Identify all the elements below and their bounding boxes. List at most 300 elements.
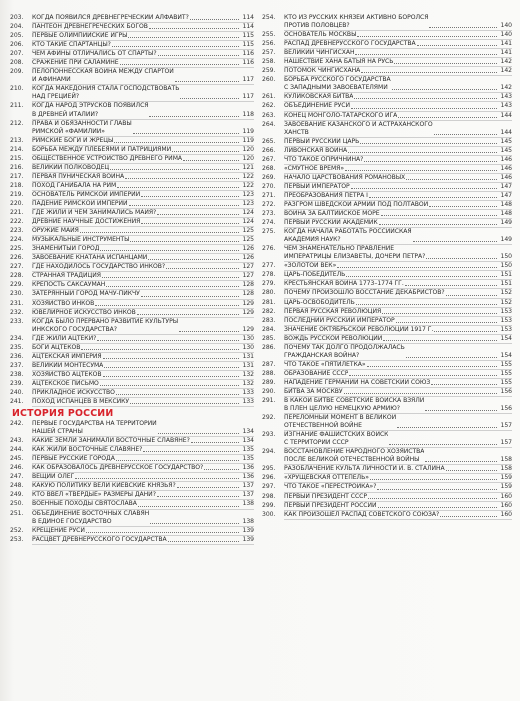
entry-number: 266.: [262, 146, 276, 154]
entry-page-number: 121: [242, 163, 254, 171]
toc-entry: [10, 281, 254, 289]
dot-leader: [406, 356, 497, 358]
entry-number: 292.: [262, 414, 276, 422]
entry-title: ГДЕ НАХОДИЛОСЬ ГОСУДАРСТВО ИНКОВ?: [32, 263, 166, 271]
toc-entry: [10, 536, 254, 544]
toc-entry: [262, 299, 512, 307]
entry-title: КАК ПРОИЗОШЁЛ РАСПАД СОВЕТСКОГО СОЮЗА?: [284, 510, 440, 518]
entry-number: 295.: [262, 465, 276, 473]
toc-entry: [262, 271, 512, 279]
entry-number: 256.: [262, 40, 276, 48]
entry-page-number: 156: [500, 405, 512, 413]
entry-title: ПРАВА И ОБЯЗАННОСТИ ГЛАВЫ РИМСКОЙ «ФАМИЛИИ»: [32, 119, 132, 135]
entry-page-number: 135: [242, 446, 254, 454]
toc-entry: [10, 236, 254, 244]
dot-leader: [370, 478, 497, 480]
dot-leader: [80, 231, 239, 233]
entry-number: 242.: [10, 420, 24, 428]
dot-leader: [158, 432, 239, 434]
entry-number: 224.: [10, 236, 24, 244]
dot-leader: [141, 222, 239, 224]
entry-title: БОРЬБА МЕЖДУ ПЛЕБЕЯМИ И ПАТРИЦИЯМИ: [32, 145, 172, 153]
entry-title: БИТВА ЗА МОСКВУ: [284, 387, 343, 395]
entry-page-number: 116: [242, 50, 254, 58]
entry-page-number: 124: [242, 209, 254, 217]
entry-number: 252.: [10, 526, 24, 534]
toc-entry: [10, 420, 254, 436]
entry-number: 276.: [262, 245, 276, 253]
entry-number: 228.: [10, 272, 24, 280]
entry-page-number: 131: [242, 361, 254, 369]
toc-entry: [10, 446, 254, 454]
entry-page-number: 160: [500, 501, 512, 509]
toc-entry: [10, 527, 254, 535]
entry-number: 213.: [10, 136, 24, 144]
dot-leader: [103, 375, 240, 377]
dot-leader: [355, 53, 497, 55]
entry-title: РАЗГРОМ ШВЕДСКОЙ АРМИИ ПОД ПОЛТАВОЙ: [284, 200, 429, 208]
toc-entry: [262, 14, 512, 30]
entry-number: 300.: [262, 510, 276, 518]
entry-page-number: 142: [500, 58, 512, 66]
entry-title: ОБЩЕСТВЕННОЕ УСТРОЙСТВО ДРЕВНЕГО РИМА: [32, 154, 183, 162]
toc-entry: [262, 317, 512, 325]
entry-page-number: 132: [242, 370, 254, 378]
dot-leader: [166, 267, 239, 269]
entry-title: КОНЕЦ МОНГОЛО-ТАТАРСКОГО ИГА: [284, 111, 398, 119]
dot-leader: [103, 357, 239, 359]
entry-number: 273.: [262, 210, 276, 218]
toc-entry: [10, 309, 254, 317]
entry-number: 233.: [10, 317, 24, 325]
dot-leader: [97, 339, 239, 341]
entry-number: 230.: [10, 290, 24, 298]
entry-page-number: 147: [500, 182, 512, 190]
dot-leader: [360, 142, 497, 144]
entry-page-number: 128: [242, 281, 254, 289]
toc-entry: [10, 50, 254, 58]
dot-leader: [183, 159, 239, 161]
dot-leader: [446, 469, 497, 471]
entry-number: 261.: [262, 93, 276, 101]
dot-leader: [180, 97, 239, 99]
dot-leader: [349, 374, 497, 376]
toc-entry: [262, 511, 512, 519]
dot-leader: [141, 295, 239, 297]
toc-entry: [10, 68, 254, 84]
dot-leader: [157, 213, 239, 215]
entry-page-number: 141: [500, 40, 512, 48]
dot-leader: [429, 205, 497, 207]
entry-title: БОРЬБА РУССКОГО ГОСУДАРСТВА С ЗАПАДНЫМИ ЗАВОЕВАТЕЛЯМИ: [284, 76, 391, 92]
toc-entry: [262, 326, 512, 334]
entry-number: 206.: [10, 41, 24, 49]
toc-entry: [10, 23, 254, 31]
dot-leader: [361, 71, 497, 73]
dot-leader: [381, 214, 497, 216]
dot-leader: [383, 339, 497, 341]
toc-entry: [10, 510, 254, 526]
entry-page-number: 116: [242, 59, 254, 67]
dot-leader: [137, 313, 239, 315]
toc-entry: [262, 138, 512, 146]
toc-entry: [262, 67, 512, 75]
entry-title: ВЕЛИКИЙ МОНТЕСУМА: [32, 361, 104, 369]
toc-entry: [262, 174, 512, 182]
entry-page-number: 144: [500, 128, 512, 136]
toc-entry: [262, 262, 512, 270]
toc-entry: [262, 49, 512, 57]
entry-title: ВЕЛИКИЙ ЧИНГИСХАН: [284, 49, 355, 57]
dot-leader: [382, 312, 497, 314]
entry-number: 270.: [262, 182, 276, 190]
entry-number: 290.: [262, 387, 276, 395]
dot-leader: [440, 515, 497, 517]
entry-number: 297.: [262, 483, 276, 491]
entry-page-number: 139: [242, 535, 254, 543]
entry-page-number: 129: [242, 299, 254, 307]
toc-entry: [10, 120, 254, 136]
toc-entry: [262, 483, 512, 491]
entry-number: 227.: [10, 263, 24, 271]
entry-page-number: 153: [500, 307, 512, 315]
entry-number: 221.: [10, 209, 24, 217]
entry-page-number: 119: [242, 127, 254, 135]
entry-number: 269.: [262, 173, 276, 181]
toc-entry: [262, 308, 512, 316]
toc-left-column: [10, 14, 254, 545]
entry-title: ОСНОВАТЕЛЬ МОСКВЫ: [284, 31, 357, 39]
entry-number: 272.: [262, 200, 276, 208]
entry-title: НАПАДЕНИЕ ГЕРМАНИИ НА СОВЕТСКИЙ СОЮЗ: [284, 378, 431, 386]
entry-page-number: 124: [242, 218, 254, 226]
dot-leader: [157, 495, 239, 497]
entry-title: ПЕРВЫЙ ИМПЕРАТОР: [284, 182, 350, 190]
entry-page-number: 158: [500, 465, 512, 473]
entry-page-number: 155: [500, 369, 512, 377]
toc-entry: [10, 137, 254, 145]
toc-entry: [262, 112, 512, 120]
toc-entry: [262, 431, 512, 447]
entry-number: 271.: [262, 191, 276, 199]
dot-leader: [191, 441, 239, 443]
entry-number: 285.: [262, 334, 276, 342]
toc-entry: [10, 290, 254, 298]
entry-page-number: 146: [500, 173, 512, 181]
entry-number: 238.: [10, 370, 24, 378]
entry-page-number: 127: [242, 263, 254, 271]
entry-number: 288.: [262, 369, 276, 377]
entry-number: 214.: [10, 145, 24, 153]
entry-title: КОГДА НАЧАЛА РАБОТАТЬ РОССИЙСКАЯ АКАДЕМИЯ НАУК?: [284, 228, 412, 244]
entry-title: ГДЕ ЖИЛИ И ЧЕМ ЗАНИМАЛИСЬ МАЙЯ?: [32, 209, 157, 217]
entry-number: 234.: [10, 334, 24, 342]
entry-title: «ЗОЛОТОЙ ВЕК»: [284, 262, 337, 270]
entry-number: 281.: [262, 298, 276, 306]
dot-leader: [392, 88, 497, 90]
toc-entry: [10, 164, 254, 172]
entry-number: 282.: [262, 307, 276, 315]
entry-number: 205.: [10, 32, 24, 40]
entry-number: 278.: [262, 271, 276, 279]
entry-title: ЦАРЬ-ОСВОБОДИТЕЛЬ: [284, 298, 355, 306]
entry-page-number: 140: [500, 22, 512, 30]
dot-leader: [130, 240, 239, 242]
toc-entry: [262, 93, 512, 101]
entry-number: 219.: [10, 190, 24, 198]
entry-page-number: 117: [242, 93, 254, 101]
entry-title: СТРАННАЯ ТРАДИЦИЯ: [32, 272, 101, 280]
dot-leader: [95, 304, 239, 306]
toc-entry: [262, 201, 512, 209]
entry-page-number: 129: [242, 308, 254, 316]
toc-entry: [262, 414, 512, 430]
entry-page-number: 142: [500, 67, 512, 75]
entry-page-number: 151: [500, 271, 512, 279]
dot-leader: [158, 54, 239, 56]
entry-page-number: 141: [500, 49, 512, 57]
dot-leader: [106, 285, 239, 287]
entry-number: 286.: [262, 343, 276, 351]
dot-leader: [114, 141, 239, 143]
dot-leader: [378, 506, 497, 508]
entry-title: АЦТЕКСКОЕ ПИСЬМО: [32, 379, 99, 387]
entry-title: КУЛИКОВСКАЯ БИТВА: [284, 93, 354, 101]
entry-title: РАСПАД ДРЕВНЕРУССКОГО ГОСУДАРСТВА: [284, 40, 416, 48]
entry-number: 236.: [10, 352, 24, 360]
toc-entry: [262, 102, 512, 110]
entry-page-number: 115: [242, 32, 254, 40]
entry-title: ХОЗЯЙСТВО АЦТЕКОВ: [32, 370, 102, 378]
entry-page-number: 130: [242, 334, 254, 342]
entry-page-number: 119: [242, 136, 254, 144]
entry-page-number: 142: [500, 84, 512, 92]
dot-leader: [120, 63, 239, 65]
entry-number: 296.: [262, 474, 276, 482]
entry-number: 299.: [262, 501, 276, 509]
toc-entry: [10, 455, 254, 463]
dot-leader: [128, 36, 239, 38]
entry-title: ДРЕВНИЕ НАУЧНЫЕ ДОСТИЖЕНИЯ: [32, 218, 141, 226]
dot-leader: [396, 321, 497, 323]
entry-title: НАЧАЛО ЦАРСТВОВАНИЯ РОМАНОВЫХ: [284, 173, 406, 181]
dot-leader: [100, 384, 239, 386]
entry-number: 225.: [10, 245, 24, 253]
entry-title: МУЗЫКАЛЬНЫЕ ИНСТРУМЕНТЫ: [32, 236, 130, 244]
entry-page-number: 155: [500, 378, 512, 386]
dot-leader: [112, 45, 239, 47]
entry-number: 277.: [262, 262, 276, 270]
toc-entry: [262, 165, 512, 173]
dot-leader: [100, 249, 239, 251]
toc-entry: [10, 200, 254, 208]
entry-title: КАКИЕ ЗЕМЛИ ЗАНИМАЛИ ВОСТОЧНЫЕ СЛАВЯНЕ?: [32, 437, 190, 445]
entry-title: ПЕРВЫЙ ПРЕЗИДЕНТ РОССИИ: [284, 501, 377, 509]
entry-title: ОРУЖИЕ МАЙЯ: [32, 227, 79, 235]
toc-entry: [262, 379, 512, 387]
dot-leader: [379, 223, 497, 225]
dot-leader: [75, 477, 239, 479]
entry-page-number: 118: [242, 110, 254, 118]
entry-page-number: 147: [500, 191, 512, 199]
dot-leader: [429, 26, 497, 28]
entry-number: 210.: [10, 85, 24, 93]
entry-page-number: 151: [500, 280, 512, 288]
dot-leader: [426, 257, 497, 259]
dot-leader: [129, 204, 239, 206]
entry-number: 215.: [10, 154, 24, 162]
entry-page-number: 144: [500, 111, 512, 119]
toc-entry: [10, 371, 254, 379]
entry-title: ВЕЛИКИЙ ПОЛКОВОДЕЦ: [32, 163, 110, 171]
toc-entry: [10, 389, 254, 397]
entry-title: ХОЗЯЙСТВО ИНКОВ: [32, 299, 95, 307]
entry-title: ЗАТЕРЯННЫЙ ГОРОД МАЧУ-ПИКЧУ: [32, 290, 140, 298]
dot-leader: [117, 186, 239, 188]
entry-number: 249.: [10, 491, 24, 499]
toc-entry: [10, 344, 254, 352]
entry-page-number: 129: [242, 325, 254, 333]
toc-entry: [10, 380, 254, 388]
entry-number: 267.: [262, 155, 276, 163]
toc-entry: [262, 58, 512, 66]
dot-leader: [413, 240, 497, 242]
entry-page-number: 123: [242, 190, 254, 198]
entry-page-number: 133: [242, 388, 254, 396]
entry-number: 231.: [10, 299, 24, 307]
toc-entry: [262, 121, 512, 137]
dot-leader: [148, 258, 239, 260]
dot-leader: [172, 150, 239, 152]
entry-title: «ХРУЩЁВСКАЯ ОТТЕПЕЛЬ»: [284, 474, 369, 482]
dot-leader: [369, 196, 497, 198]
entry-number: 263.: [262, 111, 276, 119]
toc-entry: [10, 398, 254, 406]
toc-entry: [10, 173, 254, 181]
entry-divider: [32, 544, 254, 545]
entry-page-number: 127: [242, 272, 254, 280]
entry-page-number: 125: [242, 236, 254, 244]
entry-page-number: 123: [242, 199, 254, 207]
entry-title: ЧЕМ АФИНЫ ОТЛИЧАЛИСЬ ОТ СПАРТЫ?: [32, 50, 157, 58]
entry-page-number: 153: [500, 316, 512, 324]
entry-title: КАК ОБРАЗОВАЛОСЬ ДРЕВНЕРУССКОЕ ГОСУДАРСТВО?: [32, 464, 204, 472]
toc-entry: [10, 218, 254, 226]
entry-title: КОГДА НАРОД ЭТРУСКОВ ПОЯВИЛСЯ В ДРЕВНЕЙ ИТАЛИИ?: [32, 102, 149, 118]
entry-title: РАЗОБЛАЧЕНИЕ КУЛЬТА ЛИЧНОСТИ И. В. СТАЛИНА: [284, 465, 445, 473]
toc-entry: [262, 361, 512, 369]
dot-leader: [406, 178, 497, 180]
entry-title: АЦТЕКСКАЯ ИМПЕРИЯ: [32, 352, 102, 360]
toc-entry: [262, 76, 512, 92]
entry-number: 280.: [262, 289, 276, 297]
entry-number: 258.: [262, 58, 276, 66]
toc-entry: [10, 182, 254, 190]
entry-page-number: 120: [242, 154, 254, 162]
entry-page-number: 156: [500, 387, 512, 395]
entry-title: ЧТО ТАКОЕ ОПРИЧНИНА?: [284, 155, 364, 163]
entry-number: 237.: [10, 361, 24, 369]
entry-title: ПАДЕНИЕ РИМСКОЙ ИМПЕРИИ: [32, 199, 128, 207]
entry-page-number: 140: [500, 31, 512, 39]
entry-title: ЗНАЧЕНИЕ ОКТЯБРЬСКОЙ РЕВОЛЮЦИИ 1917 Г.: [284, 325, 434, 333]
entry-page-number: 132: [242, 379, 254, 387]
entry-number: 275.: [262, 228, 276, 236]
toc-entry: [10, 437, 254, 445]
entry-page-number: 114: [242, 14, 254, 21]
entry-title: ПОСЛЕДНИЙ РУССКИЙ ИМПЕРАТОР: [284, 316, 395, 324]
dot-leader: [204, 468, 239, 470]
entry-number: 216.: [10, 163, 24, 171]
toc-entry: [10, 300, 254, 308]
entry-title: СРАЖЕНИЕ ПРИ САЛАМИНЕ: [32, 59, 119, 67]
entry-number: 284.: [262, 325, 276, 333]
dot-leader: [133, 132, 239, 134]
entry-number: 235.: [10, 343, 24, 351]
dot-leader: [125, 177, 239, 179]
entry-number: 254.: [262, 14, 276, 21]
entry-page-number: 159: [500, 474, 512, 482]
entry-page-number: 126: [242, 245, 254, 253]
entry-number: 257.: [262, 49, 276, 57]
toc-entry: [262, 370, 512, 378]
entry-title: КРЕСТЬЯНСКАЯ ВОЙНА 1773–1774 ГГ.: [284, 280, 404, 288]
entry-number: 211.: [10, 102, 24, 110]
toc-entry: [262, 156, 512, 164]
entry-number: 293.: [262, 431, 276, 439]
entry-title: КТО ТАКИЕ СПАРТАНЦЫ?: [32, 41, 111, 49]
entry-title: ПРЕОБРАЗОВАНИЯ ПЕТРА I: [284, 191, 368, 199]
entry-number: 243.: [10, 437, 24, 445]
entry-page-number: 128: [242, 290, 254, 298]
toc-entry: [262, 493, 512, 501]
entry-page-number: 114: [242, 23, 254, 31]
entry-number: 274.: [262, 219, 276, 227]
dot-leader: [417, 44, 497, 46]
entry-title: ЛИВОНСКАЯ ВОЙНА: [284, 146, 348, 154]
entry-page-number: 148: [500, 210, 512, 218]
dot-leader: [446, 294, 497, 296]
section-title: ИСТОРИЯ РОССИИ: [12, 408, 114, 420]
entry-title: ПОТОМОК ЧИНГИСХАНА: [284, 67, 361, 75]
entry-page-number: 115: [242, 41, 254, 49]
entry-title: ВОЕННЫЕ ПОХОДЫ СВЯТОСЛАВА: [32, 500, 137, 508]
toc-entry: [262, 40, 512, 48]
dot-leader: [116, 459, 239, 461]
entry-number: 217.: [10, 172, 24, 180]
entry-title: ЗАВОЕВАНИЕ КАЗАНСКОГО И АСТРАХАНСКОГО ХАНСТВ: [284, 120, 433, 136]
entry-page-number: 145: [500, 137, 512, 145]
entry-number: 240.: [10, 388, 24, 396]
entry-page-number: 143: [500, 93, 512, 101]
dot-leader: [175, 80, 239, 82]
dot-leader: [337, 266, 497, 268]
entry-page-number: 149: [500, 219, 512, 227]
entry-number: 204.: [10, 23, 24, 31]
dot-leader: [357, 35, 497, 37]
entry-page-number: 157: [500, 439, 512, 447]
entry-page-number: 146: [500, 164, 512, 172]
entry-title: ЮВЕЛИРНОЕ ИСКУССТВО ИНКОВ: [32, 308, 136, 316]
entry-number: 262.: [262, 102, 276, 110]
dot-leader: [434, 133, 497, 135]
toc-entry: [10, 245, 254, 253]
toc-entry: [262, 219, 512, 227]
entry-number: 283.: [262, 316, 276, 324]
toc-entry: [10, 32, 254, 40]
entry-page-number: 148: [500, 200, 512, 208]
entry-title: ПЕРВЫЙ РУССКИЙ ЦАРЬ: [284, 137, 360, 145]
